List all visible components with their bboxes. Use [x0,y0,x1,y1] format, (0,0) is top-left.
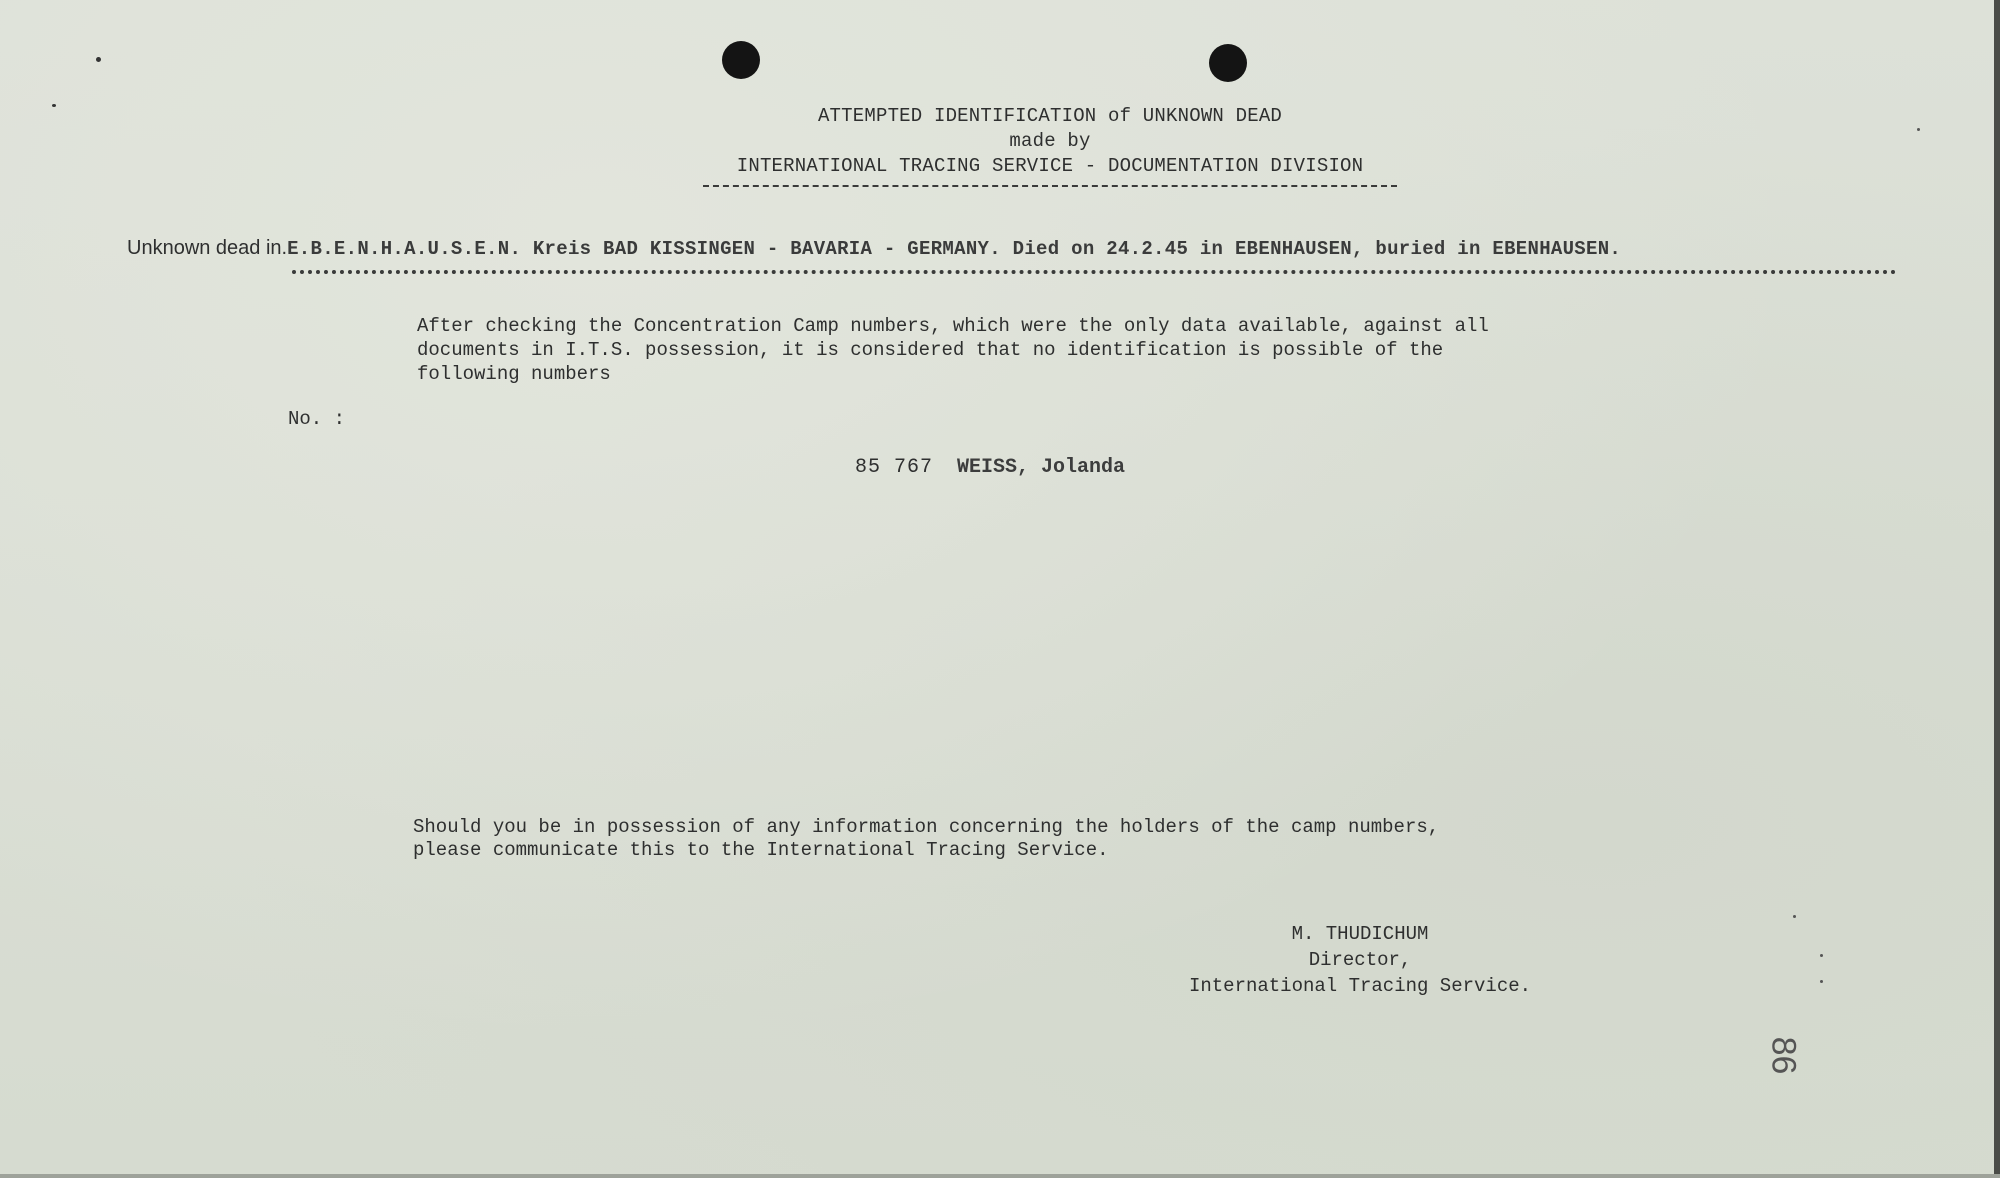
unknown-dead-line [127,237,1621,260]
body-line: following numbers [417,363,611,385]
signature-block [1160,921,1560,999]
body-line: After checking the Concentration Camp numbers, which were the only data available, against all [417,315,1489,337]
header-underline [703,185,1397,187]
closing-paragraph [413,816,1613,862]
ink-speck [1793,915,1796,918]
ink-speck [96,57,101,62]
closing-line: please communicate this to the International Tracing Service. [413,839,1109,861]
body-line: documents in I.T.S. possession, it is considered that no identification is possible of the [417,339,1444,361]
camp-number: 85 767 [855,456,934,479]
dotted-fill-line [292,270,1897,274]
header-title: ATTEMPTED IDENTIFICATION of UNKNOWN DEAD [817,105,1283,127]
unknown-dead-location: E.B.E.N.H.A.U.S.E.N. Kreis BAD KISSINGEN - BAVARIA - GERMANY. Died on 24.2.45 in EBENHAUSEN, buried in EBENHAUSEN. [287,238,1622,260]
ink-speck [1820,980,1823,983]
numbers-label: No. : [288,408,346,430]
closing-line: Should you be in possession of any information concerning the holders of the camp numbers, [413,816,1440,838]
page-number: 86 [1764,1036,1803,1075]
camp-number-entry [855,456,1125,479]
prisoner-name: WEISS, Jolanda [957,456,1126,479]
scan-edge-bottom [0,1174,2000,1178]
signatory-title: Director, [1308,949,1412,971]
punch-hole-left [722,41,760,79]
ink-speck [1917,128,1920,131]
document-header [700,104,1400,187]
ink-speck [52,104,56,107]
signatory-name: M. THUDICHUM [1291,923,1429,945]
body-paragraph [417,314,1647,386]
ink-speck [1820,954,1823,957]
unknown-dead-prefix: Unknown dead in. [127,237,288,259]
header-made-by: made by [1009,130,1091,152]
punch-hole-right [1209,44,1247,82]
signatory-organization: International Tracing Service. [1188,975,1532,997]
scan-edge-right [1994,0,2000,1178]
header-division: INTERNATIONAL TRACING SERVICE - DOCUMENTATION DIVISION [736,155,1364,177]
